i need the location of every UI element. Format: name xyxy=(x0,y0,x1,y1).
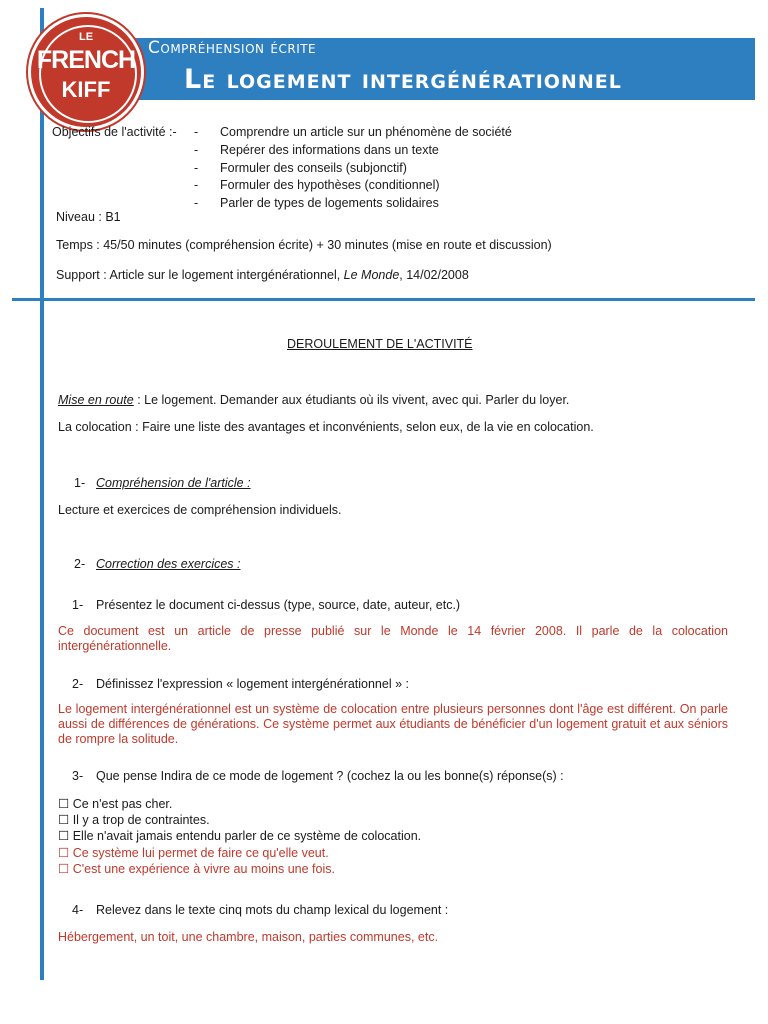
objective-dash: - xyxy=(194,196,199,210)
left-vertical-rule xyxy=(40,8,44,980)
checkbox-option[interactable]: ☐ Elle n'avait jamais entendu parler de ce système de colocation. xyxy=(58,829,422,843)
checkbox-icon: ☐ xyxy=(58,862,70,876)
question-3-text: Que pense Indira de ce mode de logement ? (cochez la ou les bonne(s) réponse(s) : xyxy=(96,769,564,783)
objective-dash: - xyxy=(194,161,199,175)
objective-item: Parler de types de logements solidaires xyxy=(220,196,439,210)
question-2-number: 2- xyxy=(72,677,84,691)
section-1-title: Compréhension de l'article : xyxy=(96,476,251,490)
section-2-title: Correction des exercices : xyxy=(96,557,241,571)
level-text: Niveau : B1 xyxy=(56,210,121,224)
checkbox-icon: ☐ xyxy=(58,846,70,860)
question-4-number: 4- xyxy=(72,903,84,917)
objective-dash: - xyxy=(194,143,199,157)
checkbox-icon: ☐ xyxy=(58,813,70,827)
question-4-answer: Hébergement, un toit, une chambre, maison, parties communes, etc. xyxy=(58,930,439,944)
deroulement-heading: DEROULEMENT DE L'ACTIVITÉ xyxy=(287,337,473,351)
question-1-number: 1- xyxy=(72,598,84,612)
objective-item: Formuler des conseils (subjonctif) xyxy=(220,161,407,175)
colocation-text: La colocation : Faire une liste des avantages et inconvénients, selon eux, de la vie en colocation. xyxy=(58,420,594,434)
question-2-answer: Le logement intergénérationnel est un système de colocation entre plusieurs personnes dont l'âge est différent. On parle aussi de différences de générations. Ce système permet aux étudiants de bénéficier d'un logement gratuit et aux séniors de rompre la solitude. xyxy=(58,702,728,746)
objective-item: Repérer des informations dans un texte xyxy=(220,143,439,157)
support-text: Support : Article sur le logement intergénérationnel, Le Monde, 14/02/2008 xyxy=(56,268,469,282)
section-1-text: Lecture et exercices de compréhension individuels. xyxy=(58,503,342,517)
section-1-number: 1- xyxy=(74,476,86,490)
logo-text-kiff: KIFF xyxy=(61,77,111,102)
checkbox-icon: ☐ xyxy=(58,829,70,843)
french-kiff-logo xyxy=(28,14,144,130)
logo-text-french: FRENCH xyxy=(36,46,136,74)
objective-item: Comprendre un article sur un phénomène de société xyxy=(220,125,512,139)
checkbox-option-correct[interactable]: ☐ Ce système lui permet de faire ce qu'elle veut. xyxy=(58,846,329,860)
checkbox-option[interactable]: ☐ Il y a trop de contraintes. xyxy=(58,813,210,827)
question-1-answer: Ce document est un article de presse publié sur le Monde le 14 février 2008. Il parle de la colocation intergénérationnelle. xyxy=(58,624,728,653)
question-4-text: Relevez dans le texte cinq mots du champ lexical du logement : xyxy=(96,903,449,917)
time-text: Temps : 45/50 minutes (compréhension écrite) + 30 minutes (mise en route et discussion) xyxy=(56,238,552,252)
objective-item: Formuler des hypothèses (conditionnel) xyxy=(220,178,440,192)
question-3-number: 3- xyxy=(72,769,84,783)
question-1-text: Présentez le document ci-dessus (type, source, date, auteur, etc.) xyxy=(96,598,461,612)
header-title: Le logement intergénérationnel xyxy=(184,64,622,95)
checkbox-option[interactable]: ☐ Ce n'est pas cher. xyxy=(58,797,173,811)
section-divider xyxy=(12,298,755,301)
logo-text-le: LE xyxy=(78,31,94,43)
question-2-text: Définissez l'expression « logement intergénérationnel » : xyxy=(96,677,409,691)
checkbox-icon: ☐ xyxy=(58,797,70,811)
header-subtitle: Compréhension écrite xyxy=(148,38,317,58)
checkbox-option-correct[interactable]: ☐ C'est une expérience à vivre au moins une fois. xyxy=(58,862,335,876)
objective-dash: - xyxy=(194,178,199,192)
objective-dash: - xyxy=(194,125,199,139)
objectives-label: Objectifs de l'activité :- xyxy=(52,125,177,139)
mise-en-route: Mise en route : Le logement. Demander aux étudiants où ils vivent, avec qui. Parler du loyer. xyxy=(58,393,570,407)
section-2-number: 2- xyxy=(74,557,86,571)
